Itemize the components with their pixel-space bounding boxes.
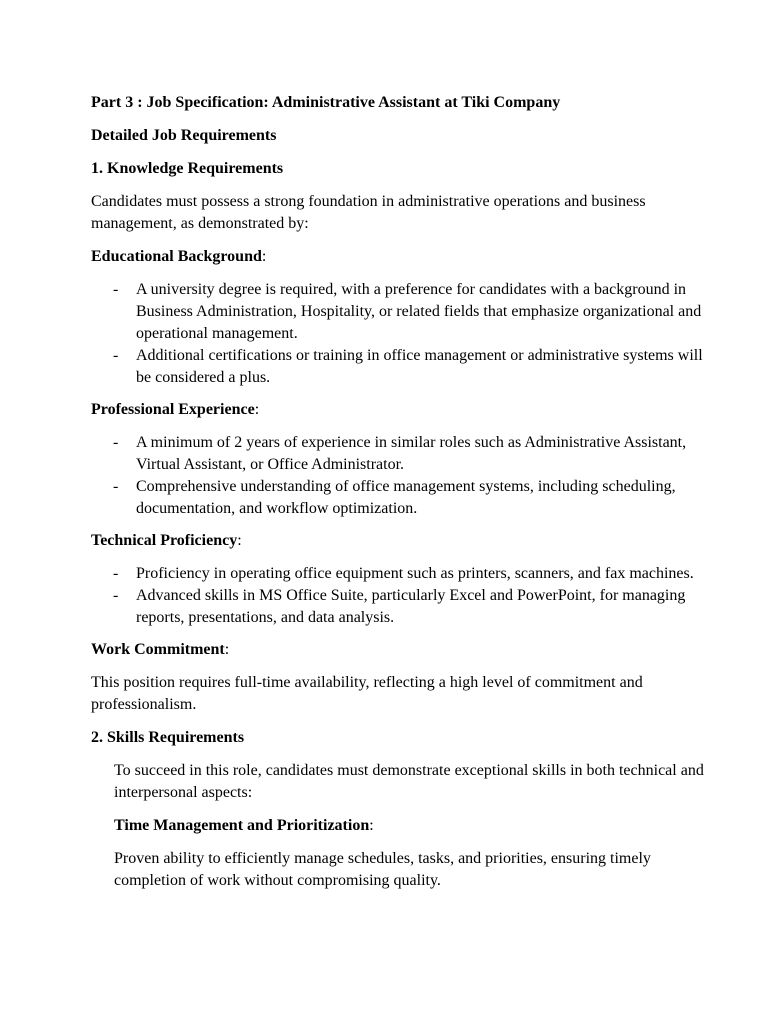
commitment-label-line	[91, 639, 708, 661]
list-item	[91, 432, 708, 476]
experience-list	[91, 432, 708, 520]
list-item-text: Comprehensive understanding of office management systems, including scheduling, documentation, and workflow optimization.	[136, 478, 676, 517]
time-management-label-line	[114, 815, 708, 837]
commitment-label: Work Commitment	[91, 641, 225, 658]
list-item	[91, 476, 708, 520]
document-title: Part 3 : Job Specification: Administrative Assistant at Tiki Company	[91, 94, 561, 111]
list-item-text: A minimum of 2 years of experience in similar roles such as Administrative Assistant, Virtual Assistant, or Office Administrator.	[136, 434, 687, 473]
commitment-colon: :	[224, 641, 230, 658]
section-1-heading: 1. Knowledge Requirements	[91, 160, 284, 177]
list-item	[91, 563, 708, 585]
section-2-heading: 2. Skills Requirements	[91, 729, 245, 746]
education-label: Educational Background	[91, 248, 262, 265]
education-list	[91, 279, 708, 389]
dash-bullet: -	[113, 281, 119, 298]
list-item-text: Additional certifications or training in office management or administrative systems will be considered a plus.	[136, 347, 703, 386]
document-subtitle: Detailed Job Requirements	[91, 127, 277, 144]
section-2-body	[91, 760, 708, 892]
dash-bullet: -	[113, 347, 119, 364]
technical-list	[91, 563, 708, 629]
experience-label-line	[91, 399, 708, 421]
list-item	[91, 279, 708, 345]
dash-bullet: -	[113, 478, 119, 495]
list-item	[91, 345, 708, 389]
dash-bullet: -	[113, 565, 119, 582]
education-label-line	[91, 246, 708, 268]
dash-bullet: -	[113, 587, 119, 604]
list-item-text: Proficiency in operating office equipment such as printers, scanners, and fax machines.	[136, 565, 694, 582]
section-1-intro: Candidates must possess a strong foundation in administrative operations and business management, as demonstrated by:	[91, 193, 646, 232]
technical-label: Technical Proficiency	[91, 532, 238, 549]
time-management-text: Proven ability to efficiently manage schedules, tasks, and priorities, ensuring timely completion of work without compromising quality.	[114, 850, 651, 889]
experience-colon: :	[254, 401, 260, 418]
time-management-colon: :	[369, 817, 374, 834]
technical-colon: :	[237, 532, 242, 549]
experience-label: Professional Experience	[91, 401, 255, 418]
list-item	[91, 585, 708, 629]
commitment-text: This position requires full-time availability, reflecting a high level of commitment and professionalism.	[91, 674, 643, 713]
list-item-text: Advanced skills in MS Office Suite, particularly Excel and PowerPoint, for managing reports, presentations, and data analysis.	[136, 587, 686, 626]
list-item-text: A university degree is required, with a preference for candidates with a background in Business Administration, Hospitality, or related fields that emphasize organizational and operational management.	[136, 281, 702, 342]
technical-label-line	[91, 530, 708, 552]
section-2-intro: To succeed in this role, candidates must demonstrate exceptional skills in both technical and interpersonal aspects:	[114, 762, 704, 801]
time-management-label: Time Management and Prioritization	[114, 817, 370, 834]
education-colon: :	[261, 248, 267, 265]
dash-bullet: -	[113, 434, 119, 451]
